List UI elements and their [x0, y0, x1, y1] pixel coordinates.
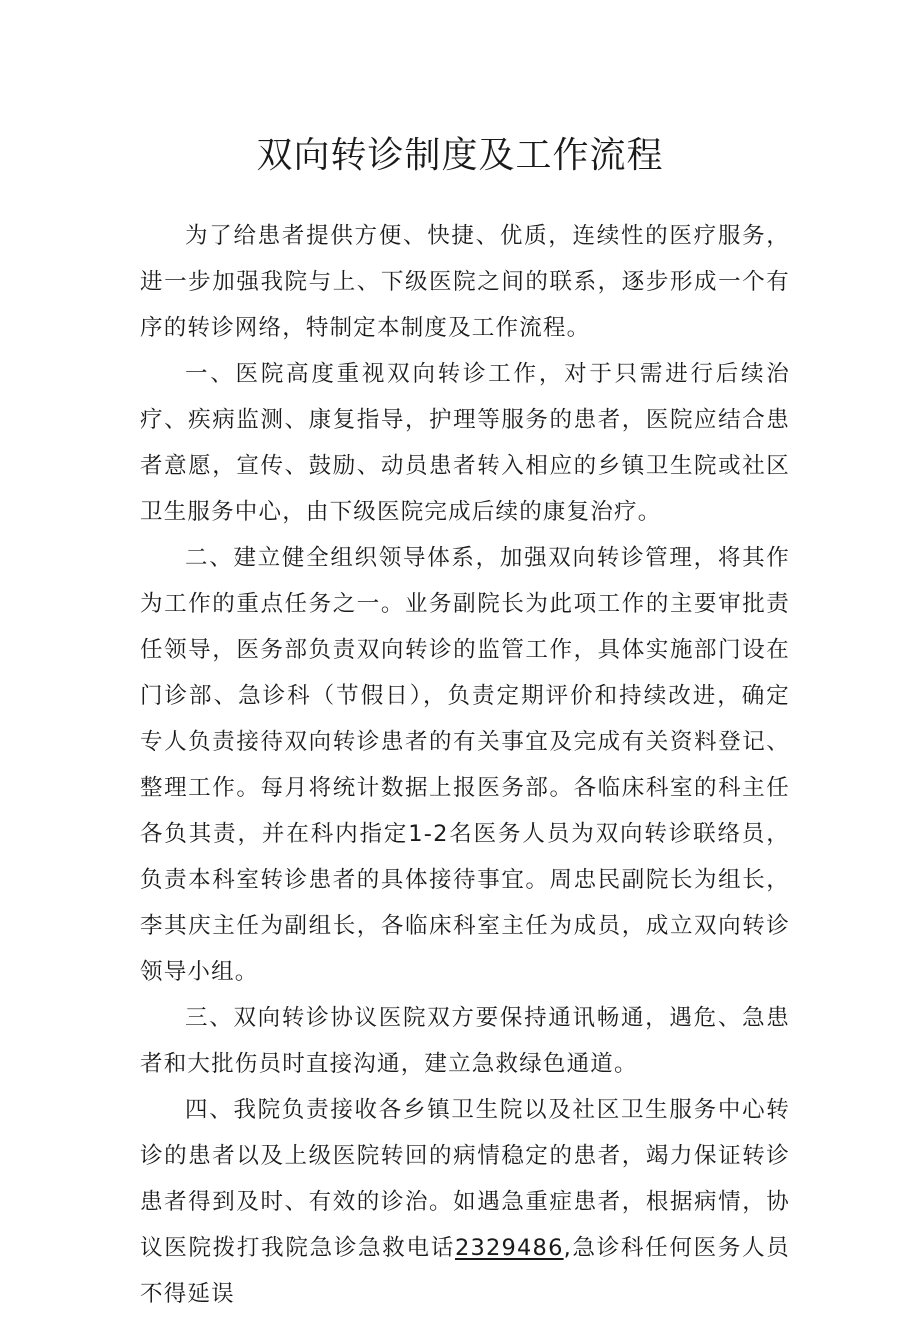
- paragraph-section-4: [140, 1087, 790, 1317]
- paragraph-section-3: 三、双向转诊协议医院双方要保持通讯畅通，遇危、急患者和大批伤员时直接沟通，建立急救绿色通道。: [140, 1005, 790, 1077]
- document-title: 双向转诊制度及工作流程: [256, 135, 664, 176]
- paragraph-intro: 为了给患者提供方便、快捷、优质，连续性的医疗服务，进一步加强我院与上、下级医院之间的联系，逐步形成一个有序的转诊网络，特制定本制度及工作流程。: [140, 223, 790, 341]
- emergency-phone-number: 2329486: [454, 1235, 564, 1261]
- document-body: [140, 213, 790, 1317]
- paragraph-section-4-text: 四、我院负责接收各乡镇卫生院以及社区卫生服务中心转诊的患者以及上级医院转回的病情稳定的患者，竭力保证转诊患者得到及时、有效的诊治。如遇急重症患者，根据病情，协议医院拨打我院急诊急救电话: [140, 1097, 790, 1261]
- paragraph-section-4-tail: ,急诊科任何医务人员不得延误: [140, 1235, 791, 1307]
- paragraph-section-2: 二、建立健全组织领导体系，加强双向转诊管理，将其作为工作的重点任务之一。业务副院长为此项工作的主要审批责任领导，医务部负责双向转诊的监管工作，具体实施部门设在门诊部、急诊科（节假日），负责定期评价和持续改进，确定专人负责接待双向转诊患者的有关事宜及完成有关资料登记、整理工作。每月将统计数据上报医务部。各临床科室的科主任各负其责，并在科内指定1-2名医务人员为双向转诊联络员，负责本科室转诊患者的具体接待事宜。周忠民副院长为组长，李其庆主任为副组长，各临床科室主任为成员，成立双向转诊领导小组。: [140, 545, 790, 985]
- paragraph-section-1: 一、医院高度重视双向转诊工作，对于只需进行后续治疗、疾病监测、康复指导，护理等服务的患者，医院应结合患者意愿，宣传、鼓励、动员患者转入相应的乡镇卫生院或社区卫生服务中心，由下级医院完成后续的康复治疗。: [140, 361, 790, 525]
